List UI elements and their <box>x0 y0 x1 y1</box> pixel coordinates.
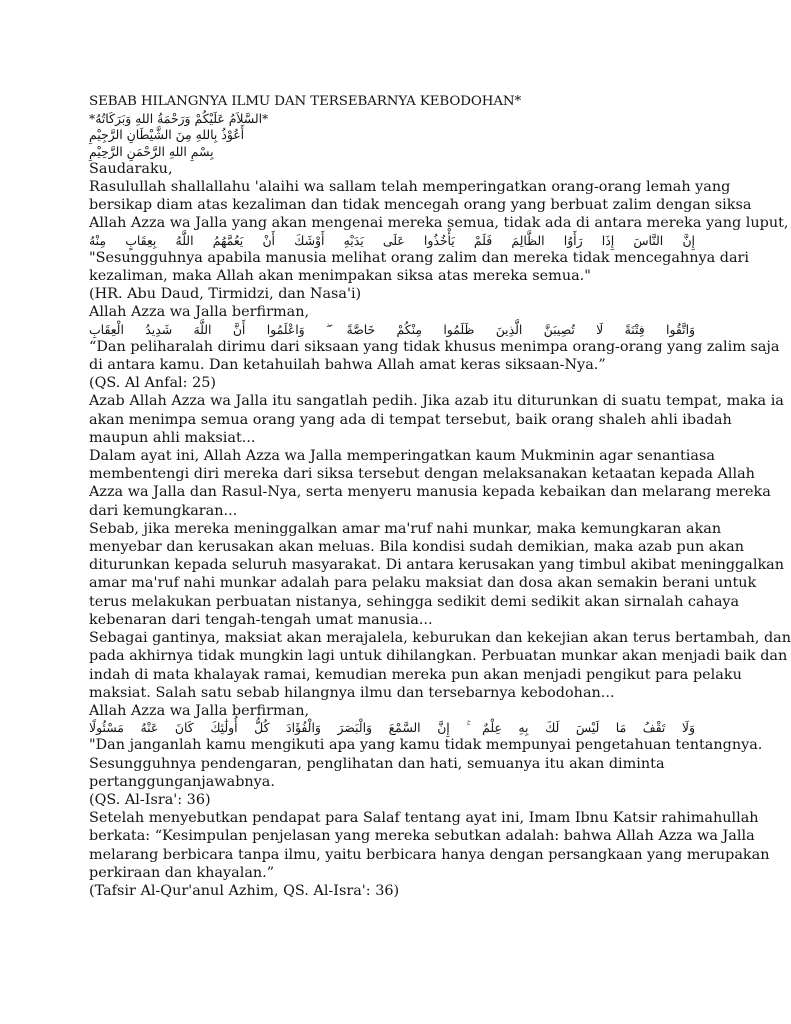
arabic-verse: إِنَّ النَّاسَ إِذَا رَأَوُا الظَّالِمَ فَلَمْ يَأْخُذُوا عَلَى يَدَيْهِ أَوْشَكَ أَنْ يَعُمَّهُمُ اللَّهُ بِعِقَابٍ مِنْهُ <box>89 232 695 248</box>
arabic-line: بِسْمِ اللهِ الرَّحْمَنِ الرَّحِيْمِ <box>89 143 214 159</box>
text-line: maupun ahli maksiat... <box>89 429 256 446</box>
text-line: pada akhirnya tidak mungkin lagi untuk dihilangkan. Perbuatan munkar akan menjadi baik dan <box>89 648 788 665</box>
text-line: perkiraan dan khayalan.” <box>89 864 275 881</box>
text-line: indah di mata khalayak ramai, kemudian mereka pun akan menjadi pengikut para pelaku <box>89 666 742 683</box>
document-title: SEBAB HILANGNYA ILMU DAN TERSEBARNYA KEBODOHAN* <box>89 94 522 109</box>
text-line: bersikap diam atas kezaliman dan tidak mencegah orang yang berbuat zalim dengan siksa <box>89 197 752 214</box>
arabic-verse: وَلَا تَقْفُ مَا لَيْسَ لَكَ بِهِ عِلْمٌ ۚ إِنَّ السَّمْعَ وَالْبَصَرَ وَالْفُؤَادَ كُلُّ أُولَٰئِكَ كَانَ عَنْهُ مَسْئُولًا <box>89 720 695 736</box>
text-line: Sesungguhnya pendengaran, penglihatan dan hati, semuanya itu akan diminta <box>89 755 665 772</box>
document-body <box>89 93 791 900</box>
text-line: (QS. Al-Isra': 36) <box>89 791 211 808</box>
arabic-line: أَعُوْذُ بِاللهِ مِنَ الشَّيْطَانِ الرَّجِيْمِ <box>89 127 245 143</box>
text-line: di antara kamu. Dan ketahuilah bahwa Allah amat keras siksaan-Nya.” <box>89 357 606 374</box>
text-line: menyebar dan kerusakan akan meluas. Bila kondisi sudah demikian, maka azab pun akan <box>89 539 744 556</box>
arabic-line: *السَّلاَمُ عَلَيْكُمْ وَرَحْمَةُ اللهِ وَبَرَكَاتُهُ* <box>89 111 269 127</box>
text-line: Allah Azza wa Jalla yang akan mengenai mereka semua, tidak ada di antara mereka yang luput, <box>89 215 789 232</box>
text-line: (HR. Abu Daud, Tirmidzi, dan Nasa'i) <box>89 286 362 303</box>
text-line: (Tafsir Al-Qur'anul Azhim, QS. Al-Isra': 36) <box>89 882 400 899</box>
text-line: membentengi diri mereka dari siksa tersebut dengan melaksanakan ketaatan kepada Allah <box>89 466 755 483</box>
text-line: melarang berbicara tanpa ilmu, yaitu berbicara hanya dengan persangkaan yang merupakan <box>89 846 770 863</box>
text-line: “Dan peliharalah dirimu dari siksaan yang tidak khusus menimpa orang-orang yang zalim saja <box>89 338 780 355</box>
text-line: berkata: “Kesimpulan penjelasan yang mereka sebutkan adalah: bahwa Allah Azza wa Jalla <box>89 828 755 845</box>
text-line: "Dan janganlah kamu mengikuti apa yang kamu tidak mempunyai pengetahuan tentangnya. <box>89 737 763 754</box>
text-line: "Sesungguhnya apabila manusia melihat orang zalim dan mereka tidak mencegahnya dari <box>89 249 750 266</box>
text-line: dari kemungkaran... <box>89 502 238 519</box>
text-line: Azab Allah Azza wa Jalla itu sangatlah pedih. Jika azab itu diturunkan di suatu tempat, maka ia <box>89 393 784 410</box>
text-line: kebenaran dari tengah-tengah umat manusia... <box>89 611 433 628</box>
text-line: Sebab, jika mereka meninggalkan amar ma'ruf nahi munkar, maka kemungkaran akan <box>89 520 722 537</box>
text-line: Sebagai gantinya, maksiat akan merajalela, keburukan dan kekejian akan terus bertambah, dan <box>89 630 791 647</box>
text-line: Rasulullah shallallahu 'alaihi wa sallam telah memperingatkan orang-orang lemah yang <box>89 179 731 196</box>
arabic-verse: وَاتَّقُوا فِتْنَةً لَا تُصِيبَنَّ الَّذِينَ ظَلَمُوا مِنْكُمْ خَاصَّةً ۖ وَاعْلَمُوا أَنَّ اللَّهَ شَدِيدُ الْعِقَابِ <box>89 321 695 337</box>
text-line: akan menimpa semua orang yang ada di tempat tersebut, baik orang shaleh ahli ibadah <box>89 411 732 428</box>
text-line: Allah Azza wa Jalla berfirman, <box>89 304 310 321</box>
text-line: Setelah menyebutkan pendapat para Salaf tentang ayat ini, Imam Ibnu Katsir rahimahullah <box>89 810 759 827</box>
text-line: maksiat. Salah satu sebab hilangnya ilmu dan tersebarnya kebodohan... <box>89 684 615 701</box>
text-line: Saudaraku, <box>89 160 173 177</box>
text-line: Dalam ayat ini, Allah Azza wa Jalla memperingatkan kaum Mukminin agar senantiasa <box>89 448 715 465</box>
text-line: amar ma'ruf nahi munkar adalah para pelaku maksiat dan dosa akan semakin berani untuk <box>89 575 757 592</box>
text-line: diturunkan kepada seluruh masyarakat. Di antara kerusakan yang timbul akibat meninggalkan <box>89 557 785 574</box>
text-line: pertanggunganjawabnya. <box>89 773 275 790</box>
text-line: kezaliman, maka Allah akan menimpakan siksa atas mereka semua." <box>89 268 591 285</box>
text-line: Azza wa Jalla dan Rasul-Nya, serta menyeru manusia kepada kebaikan dan melarang mereka <box>89 484 771 501</box>
text-line: (QS. Al Anfal: 25) <box>89 375 216 392</box>
text-line: Allah Azza wa Jalla berfirman, <box>89 702 310 719</box>
text-line: terus melakukan perbuatan nistanya, sehingga sedikit demi sedikit akan sirnalah cahaya <box>89 593 740 610</box>
